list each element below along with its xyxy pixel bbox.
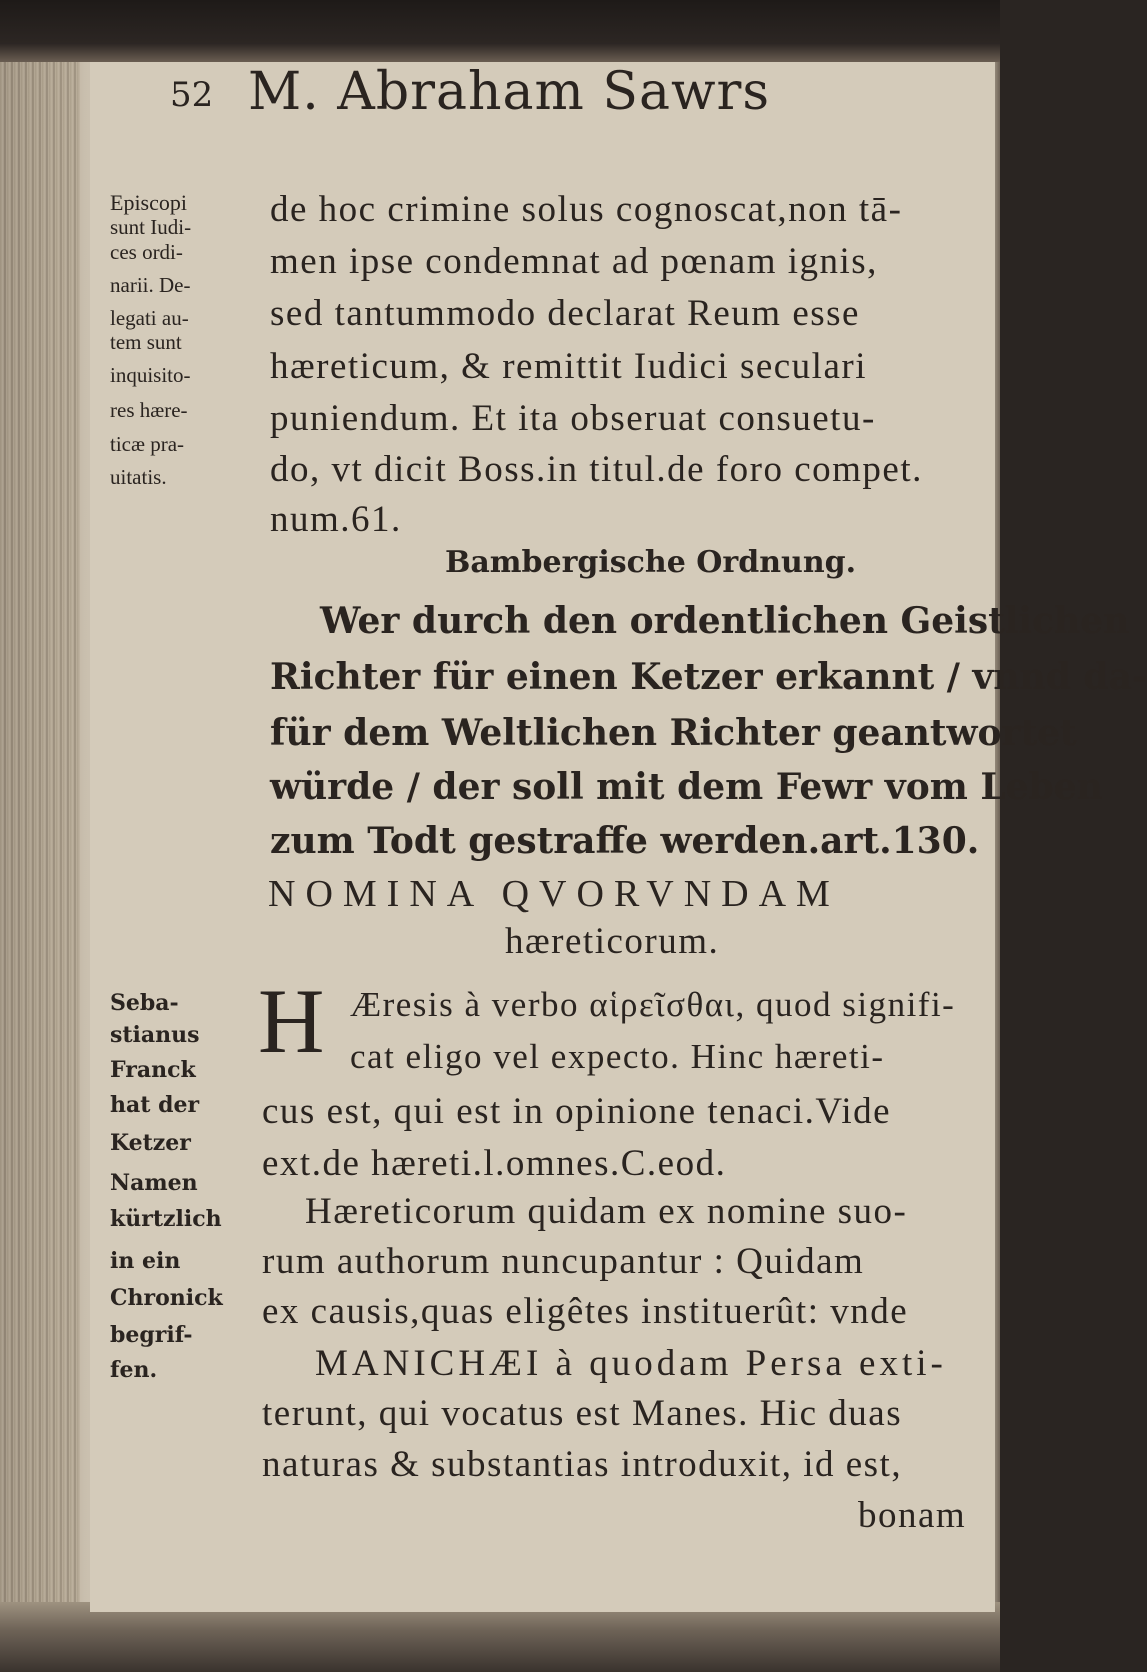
book-top-edge [0, 0, 1000, 62]
body-text-line: ex causis,quas eligêtes instituerût: vnde [262, 1291, 909, 1332]
margin-note-line: Seba- [110, 990, 179, 1016]
margin-note-line: ces ordi- [110, 240, 183, 264]
body-text-line: sed tantummodo declarat Reum esse [270, 293, 860, 334]
body-text-line: ext.de hæreti.l.omnes.C.eod. [262, 1143, 727, 1184]
margin-note-line: hat der [110, 1092, 200, 1118]
body-text-line: hæreticum, & remittit Iudici seculari [270, 346, 867, 387]
section-heading: Bambergische Ordnung. [445, 545, 857, 580]
margin-note-line: in ein [110, 1248, 181, 1274]
margin-note-line: tem sunt [110, 330, 182, 354]
body-text-line: Richter für einen Ketzer erkannt / vnnd da- [270, 656, 1147, 698]
body-text-line: für dem Weltlichen Richter geantwortet [270, 712, 1077, 754]
body-text-line: de hoc crimine solus cognoscat,non tā- [270, 189, 903, 230]
margin-note-line: stianus [110, 1022, 200, 1048]
body-text-line: num.61. [270, 499, 402, 540]
margin-note-line: Chronick [110, 1285, 223, 1311]
body-text-line: Æresis à verbo αἱρεῖσθαι, quod signifi- [350, 985, 956, 1024]
margin-note-line: ticæ pra- [110, 432, 185, 456]
margin-note-line: narii. De- [110, 273, 191, 297]
section-subtitle: hæreticorum. [505, 921, 720, 962]
body-text-line: cat eligo vel expecto. Hinc hæreti- [350, 1037, 885, 1076]
margin-note-line: res hære- [110, 398, 188, 422]
page-edges [0, 62, 80, 1622]
margin-note-line: uitatis. [110, 465, 167, 489]
body-text-line: naturas & substantias introduxit, id est, [262, 1444, 903, 1485]
body-text-line: würde / der soll mit dem Fewr vom Leben [270, 766, 1103, 808]
body-text-line: zum Todt gestraffe werden.art.130. [270, 820, 980, 862]
body-text-line: Hæreticorum quidam ex nomine suo- [305, 1191, 908, 1232]
page-number: 52 [170, 75, 214, 115]
book-bottom-edge [0, 1602, 1000, 1672]
body-text-line: cus est, qui est in opinione tenaci.Vide [262, 1091, 892, 1132]
margin-note-line: Episcopi [110, 190, 187, 215]
drop-cap: H [258, 970, 325, 1072]
running-title: M. Abraham Sawrs [248, 62, 771, 122]
margin-note-line: legati au- [110, 306, 189, 330]
margin-note-line: inquisito- [110, 363, 191, 387]
margin-note-line: Franck [110, 1057, 196, 1083]
body-text-line: terunt, qui vocatus est Manes. Hic duas [262, 1393, 903, 1434]
margin-note-line: begrif- [110, 1322, 193, 1348]
body-text-line: Wer durch den ordentlichen Geistlichen [320, 600, 1130, 642]
body-text-line: do, vt dicit Boss.in titul.de foro compet. [270, 449, 923, 490]
catchword: bonam [858, 1495, 967, 1536]
margin-note-line: fen. [110, 1357, 158, 1383]
body-text-line: MANICHÆI à quodam Persa exti- [315, 1343, 947, 1384]
margin-note-line: Namen [110, 1170, 198, 1196]
margin-note-line: Ketzer [110, 1130, 191, 1156]
section-title: NOMINA QVORVNDAM [268, 873, 840, 915]
body-text-line: rum authorum nuncupantur : Quidam [262, 1241, 865, 1282]
body-text-line: puniendum. Et ita obseruat consuetu- [270, 398, 876, 439]
body-text-line: men ipse condemnat ad pœnam ignis, [270, 241, 878, 282]
margin-note-line: kürtzlich [110, 1206, 222, 1232]
margin-note-line: sunt Iudi- [110, 215, 192, 239]
